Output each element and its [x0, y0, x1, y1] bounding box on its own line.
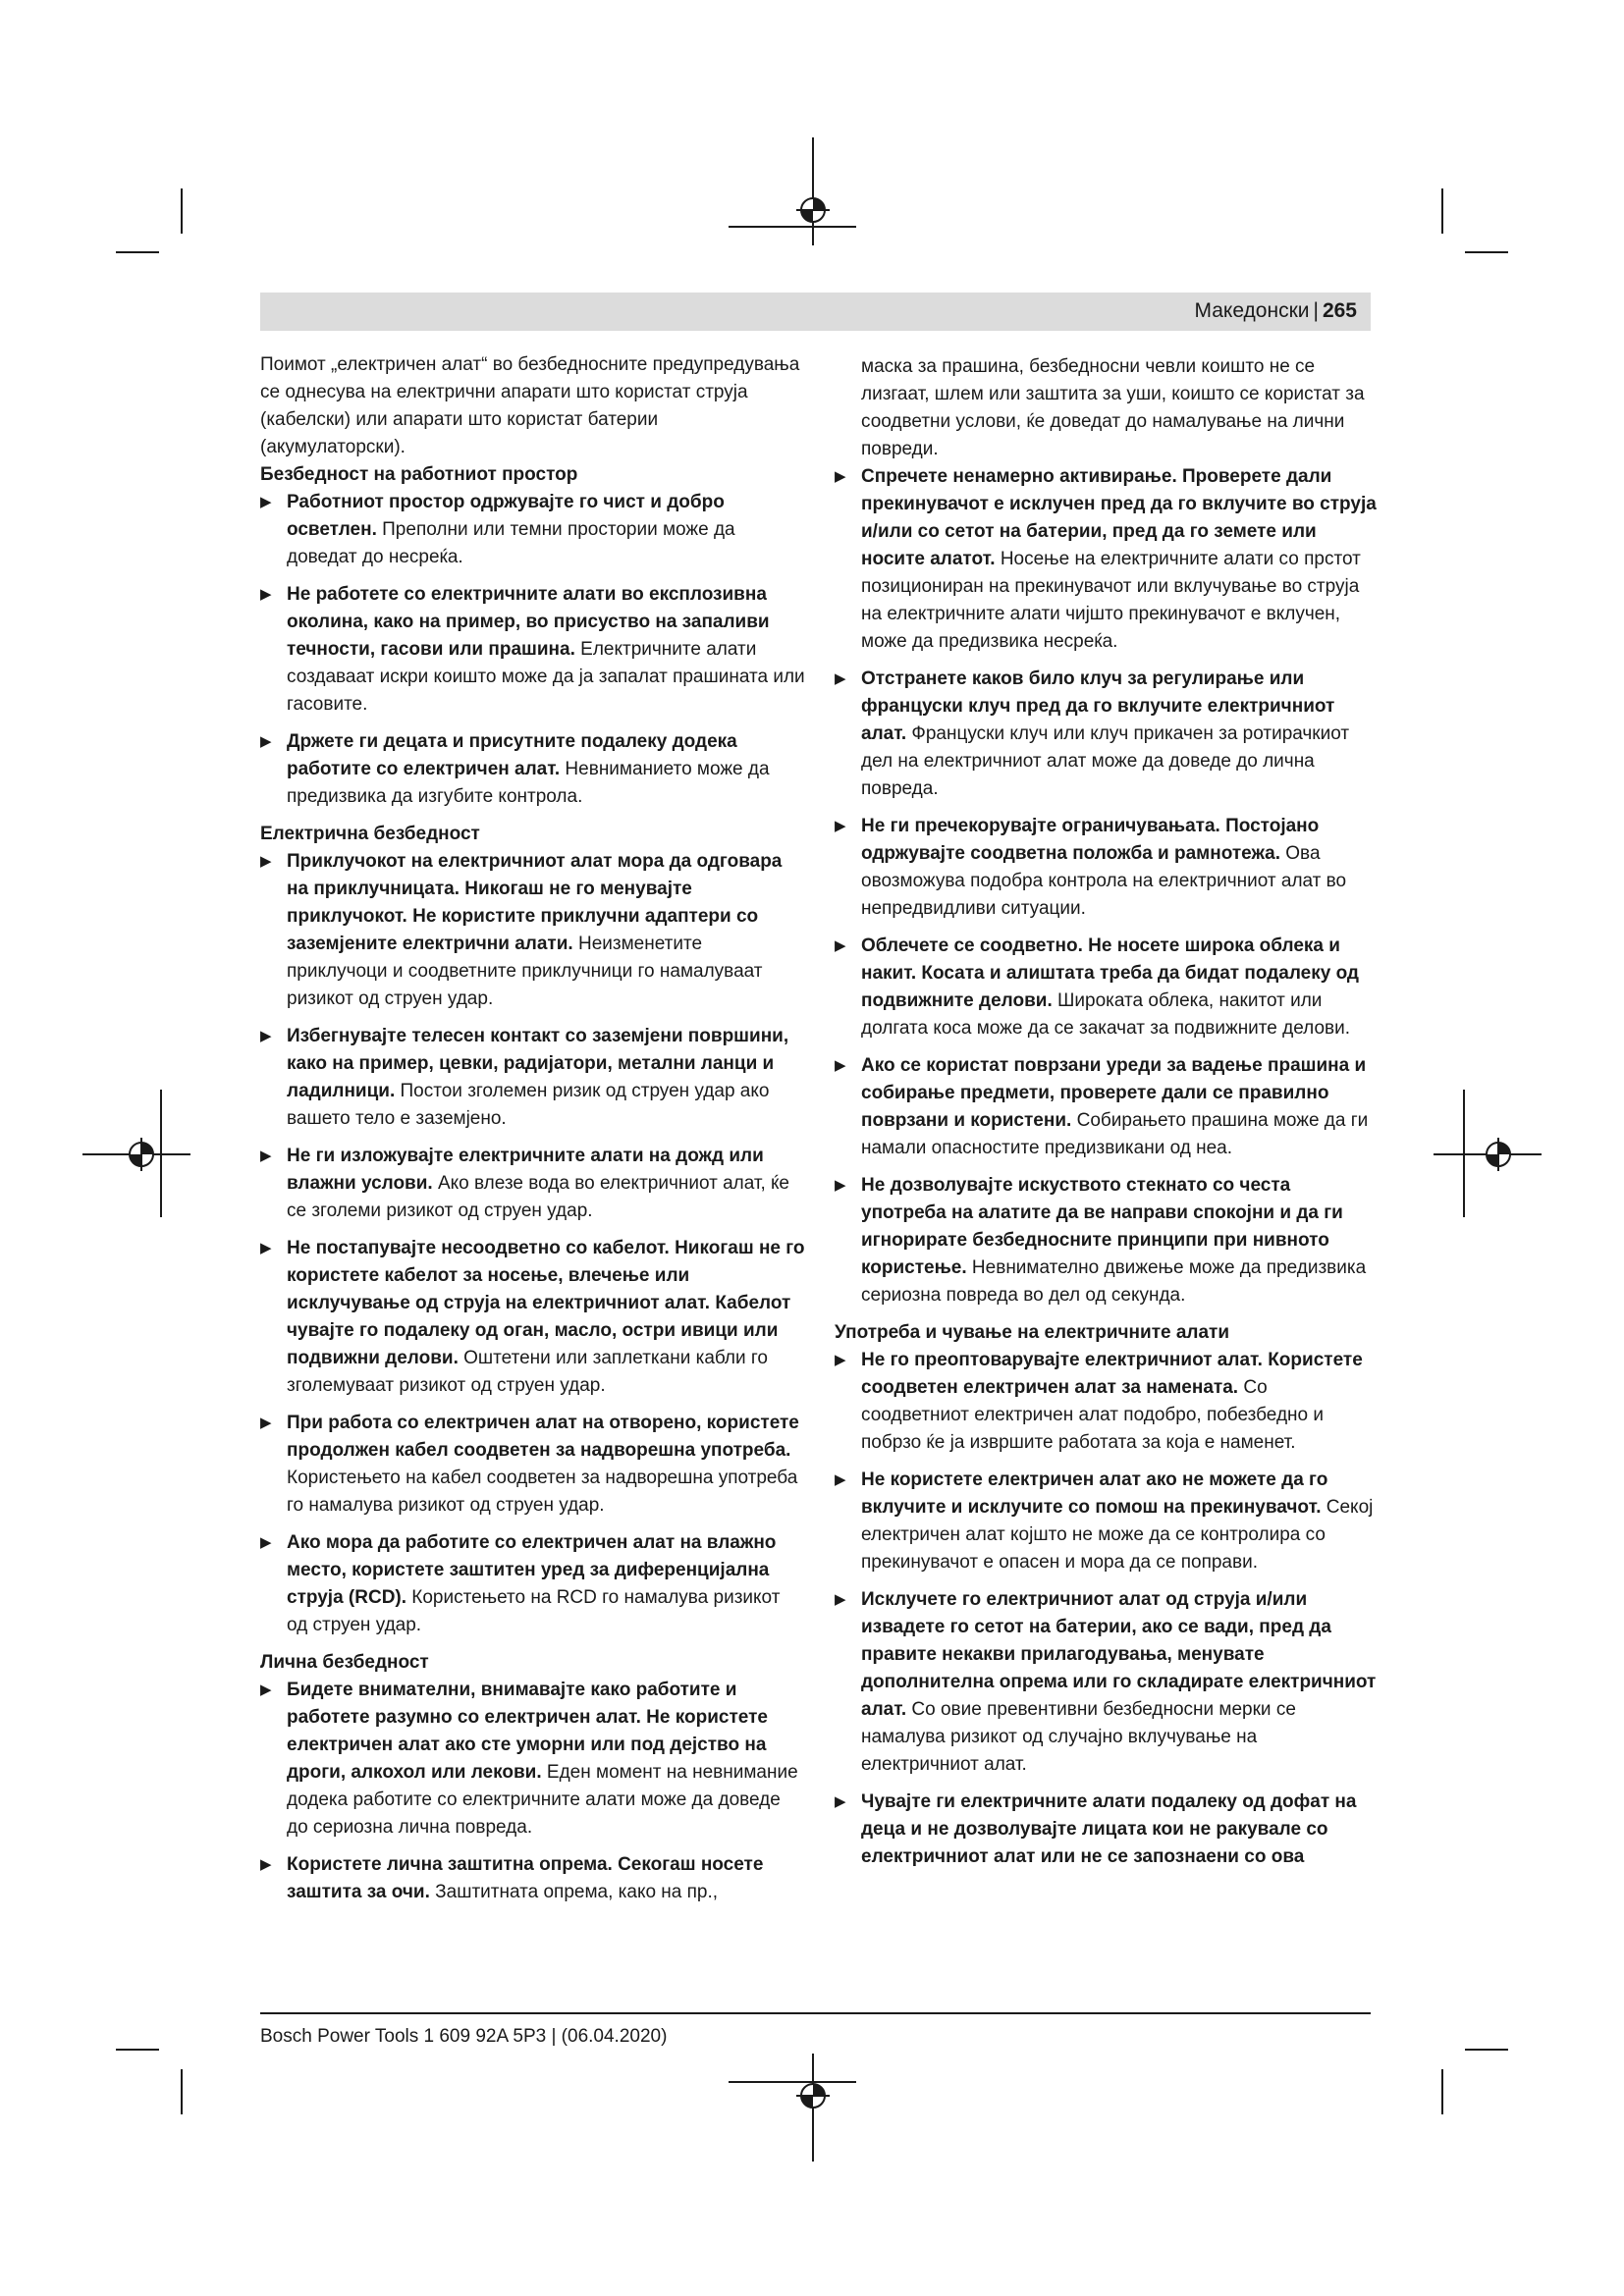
- item-text: Ова овозможува подобра контрола на електричниот алат во непредвидливи ситуации.: [861, 843, 1347, 919]
- item-text: Собирањето прашина може да ги намали опасностите предизвикани од неа.: [861, 1110, 1369, 1158]
- list-item: [260, 1677, 805, 1842]
- section-title: Употреба и чување на електричните алати: [835, 1322, 1230, 1343]
- crop-mark-bottom-right-h: [1465, 2049, 1508, 2051]
- section-title: Лична безбедност: [260, 1652, 429, 1673]
- bullet-arrow-icon: ▶: [260, 1148, 272, 1164]
- item-text: Невнимателно движење може да предизвика сериозна повреда во дел од секунда.: [861, 1257, 1367, 1306]
- section-work-area: [260, 461, 805, 811]
- item-text: Со овие превентивни безбедносни мерки се намалува ризикот од случајно вклучување на електричниот алат.: [861, 1699, 1296, 1775]
- item-text: Со соодветниот електричен алат подобро, побезбедно и побрзо ќе ја извршите работата за која е наменет.: [861, 1377, 1324, 1453]
- bullet-arrow-icon: ▶: [260, 1240, 272, 1256]
- registration-line-bottom-h: [729, 2081, 856, 2083]
- list-item: [835, 1467, 1380, 1576]
- item-bold: Не дозволувајте искуството стекнато со честа употреба на алатите да ве направи спокојни и да ги игнорирате безбедносните принципи при нивното користење.: [861, 1175, 1343, 1278]
- crop-mark-bottom-left-v: [181, 2069, 183, 2114]
- item-text: Користењето на RCD го намалува ризикот од струен удар.: [287, 1587, 781, 1635]
- item-text: Носење на електричните алати со прстот позициониран на прекинувачот или вклучување во струја на електричните алати чијшто прекинувачот е вклучен, може да предизвика несреќа.: [861, 549, 1361, 652]
- header-language: Македонски: [1194, 299, 1310, 322]
- section-title: Електрична безбедност: [260, 824, 480, 844]
- item-bold: Исклучете го електричниот алат од струја и/или извадете го сетот на батерии, ако се вади, пред да правите некакви прилагодувања, менувате дополнителна опрема или го складирате електричниот алат.: [861, 1589, 1377, 1720]
- item-bold: Отстранете каков било клуч за регулирање или француски клуч пред да го вклучите електричниот алат.: [861, 668, 1335, 744]
- item-text: Еден момент на невнимание додека работите со електричните алати може да доведе до сериозна лична повреда.: [287, 1762, 798, 1838]
- bullet-arrow-icon: ▶: [260, 733, 272, 750]
- item-bold: При работа со електричен алат на отворено, користете продолжен кабел соодветен за надворешна употреба.: [287, 1413, 799, 1461]
- list-item: [835, 463, 1380, 656]
- list-item: [835, 666, 1380, 803]
- list-item: [260, 581, 805, 719]
- item-text: Ако влезе вода во електричниот алат, ќе се зголеми ризикот од струен удар.: [287, 1173, 789, 1221]
- bullet-arrow-icon: ▶: [260, 853, 272, 870]
- list-item: [835, 1789, 1380, 1871]
- item-bold: Спречете ненамерно активирање. Проверете дали прекинувачот е исклучен пред да го вклучите во струја и/или со сетот на батерии, пред да го земете или носите алатот.: [861, 466, 1377, 569]
- header-separator: |: [1313, 299, 1319, 322]
- list-item: [835, 1347, 1380, 1457]
- bullet-arrow-icon: ▶: [835, 1793, 846, 1810]
- item-text: Користењето на кабел соодветен за надворешна употреба го намалува ризикот од струен удар.: [287, 1468, 798, 1516]
- list-item: [260, 848, 805, 1013]
- list-item: [835, 933, 1380, 1042]
- bullet-arrow-icon: ▶: [260, 494, 272, 510]
- running-header: [260, 293, 1371, 331]
- item-bold: Ако мора да работите со електричен алат на влажно место, користете заштитен уред за диференцијална струја (RCD).: [287, 1532, 777, 1608]
- item-bold: Чувајте ги електричните алати подалеку од дофат на деца и не дозволувајте лицата кои не ракувале со електричниот алат или не се запознаени со ова: [861, 1791, 1357, 1867]
- registration-line-top-h: [729, 226, 856, 228]
- registration-target-icon: [796, 193, 830, 227]
- item-text: Невниманието може да предизвика да изгубите контрола.: [287, 759, 770, 807]
- section-title: Безбедност на работниот простор: [260, 464, 578, 485]
- item-bold: Не го преоптоварувајте електричниот алат. Користете соодветен електричен алат за намената.: [861, 1350, 1363, 1398]
- bullet-arrow-icon: ▶: [835, 818, 846, 834]
- list-item: [260, 489, 805, 571]
- item-text: Електричните алати создаваат искри коишто може да ја запалат прашината или гасовите.: [287, 639, 805, 715]
- item-text: Преполни или темни простории може да доведат до несреќа.: [287, 519, 735, 567]
- section-personal-safety: [260, 1649, 805, 1906]
- item-bold: Ако се користат поврзани уреди за вадење прашина и собирање предмети, проверете дали се правилно поврзани и користени.: [861, 1055, 1367, 1131]
- continuation-paragraph: маска за прашина, безбедносни чевли коишто не се лизгаат, шлем или заштита за уши, коишто се користат за соодветни услови, ќе доведат до намалување на лични повреди.: [861, 356, 1365, 459]
- bullet-arrow-icon: ▶: [835, 1352, 846, 1368]
- registration-line-right-v: [1463, 1090, 1465, 1217]
- bullet-arrow-icon: ▶: [260, 586, 272, 603]
- list-item: [835, 1052, 1380, 1162]
- footer-rule: [260, 2012, 1371, 2014]
- list-item: [835, 813, 1380, 923]
- item-bold: Облечете се соодветно. Не носете широка облека и накит. Косата и алиштата треба да бидат подалеку од подвижните делови.: [861, 935, 1359, 1011]
- list-item: [835, 1172, 1380, 1309]
- crop-mark-bottom-left-h: [116, 2049, 159, 2051]
- list-item: [260, 728, 805, 811]
- registration-target-icon: [125, 1138, 158, 1171]
- crop-mark-top-right-v: [1441, 188, 1443, 234]
- bullet-arrow-icon: ▶: [835, 1177, 846, 1194]
- list-item: [835, 1586, 1380, 1779]
- crop-mark-bottom-right-v: [1441, 2069, 1443, 2114]
- list-item: [260, 1410, 805, 1520]
- section-electrical-safety: [260, 821, 805, 1639]
- list-item: [260, 1143, 805, 1225]
- list-item: [260, 1529, 805, 1639]
- item-bold: Избегнувајте телесен контакт со заземјени површини, како на пример, цевки, радијатори, метални ланци и ладилници.: [287, 1026, 789, 1101]
- bullet-arrow-icon: ▶: [260, 1856, 272, 1873]
- left-column: [260, 351, 805, 1916]
- item-text: Заштитната опрема, како на пр.,: [429, 1882, 719, 1902]
- item-text: Секој електричен алат којшто не може да се контролира со прекинувачот е опасен и мора да се поправи.: [861, 1497, 1374, 1573]
- registration-target-icon: [796, 2079, 830, 2112]
- registration-target-icon: [1482, 1138, 1515, 1171]
- item-bold: Работниот простор одржувајте го чист и добро осветлен.: [287, 492, 725, 540]
- registration-line-left-v: [160, 1090, 162, 1217]
- page-number: 265: [1322, 299, 1357, 322]
- item-bold: Не постапувајте несоодветно со кабелот. Никогаш не го користете кабелот за носење, влечење или исклучување од струја на електричниот алат. Кабелот чувајте го подалеку од оган, масло, остри ивици или подвижни делови.: [287, 1238, 805, 1368]
- bullet-arrow-icon: ▶: [260, 1534, 272, 1551]
- intro-paragraph: Поимот „електричен алат“ во безбедносните предупредувања се однесува на електрични апарати што користат струја (кабелски) или апарати што користат батерии (акумулаторски).: [260, 354, 800, 457]
- item-bold: Не работете со електричните алати во експлозивна околина, како на пример, во присуство на запаливи течности, гасови или прашина.: [287, 584, 770, 660]
- right-column: [835, 353, 1380, 1881]
- bullet-arrow-icon: ▶: [835, 937, 846, 954]
- crop-mark-top-right-h: [1465, 251, 1508, 253]
- item-bold: Не ги изложувајте електричните алати на дожд или влажни услови.: [287, 1146, 764, 1194]
- bullet-arrow-icon: ▶: [260, 1415, 272, 1431]
- item-text: Постои зголемен ризик од струен удар ако вашето тело е заземјено.: [287, 1081, 770, 1129]
- bullet-arrow-icon: ▶: [835, 1591, 846, 1608]
- item-text: Неизменетите приклучоци и соодветните приклучници го намалуваат ризикот од струен удар.: [287, 934, 763, 1009]
- registration-line-top-v: [812, 137, 814, 245]
- footer-text: Bosch Power Tools 1 609 92A 5P3 | (06.04.2020): [260, 2026, 668, 2047]
- bullet-arrow-icon: ▶: [835, 1471, 846, 1488]
- item-bold: Не ги пречекорувајте ограничувањата. Постојано одржувајте соодветна положба и рамнотежа.: [861, 816, 1320, 864]
- crop-mark-top-left-h: [116, 251, 159, 253]
- section-tool-use: [835, 1319, 1380, 1871]
- bullet-arrow-icon: ▶: [835, 468, 846, 485]
- list-item: [260, 1851, 805, 1906]
- crop-mark-top-left-v: [181, 188, 183, 234]
- header-text: [1194, 299, 1357, 323]
- bullet-arrow-icon: ▶: [835, 670, 846, 687]
- item-bold: Држете ги децата и присутните подалеку додека работите со електричен алат.: [287, 731, 737, 779]
- list-item: [260, 1023, 805, 1133]
- item-text: Оштетени или заплеткани кабли го зголемуваат ризикот од струен удар.: [287, 1348, 768, 1396]
- item-text: Француски клуч или клуч прикачен за ротирачкиот дел на електричниот алат може да доведе до лична повреда.: [861, 723, 1350, 799]
- item-bold: Приклучокот на електричниот алат мора да одговара на приклучницата. Никогаш не го менувајте приклучокот. Не користите приклучни адаптери со заземјените електрични алати.: [287, 851, 783, 954]
- item-bold: Бидете внимателни, внимавајте како работите и работете разумно со електричен алат. Не користете електричен алат ако сте уморни или под дејство на дроги, алкохол или лекови.: [287, 1680, 768, 1783]
- list-item: [260, 1235, 805, 1400]
- bullet-arrow-icon: ▶: [835, 1057, 846, 1074]
- item-bold: Користете лична заштитна опрема. Секогаш носете заштита за очи.: [287, 1854, 764, 1902]
- item-bold: Не користете електричен алат ако не можете да го вклучите и исклучите со помош на прекинувачот.: [861, 1469, 1328, 1518]
- bullet-arrow-icon: ▶: [260, 1682, 272, 1698]
- bullet-arrow-icon: ▶: [260, 1028, 272, 1044]
- item-text: Широката облека, накитот или долгата коса може да се закачат за подвижните делови.: [861, 990, 1351, 1039]
